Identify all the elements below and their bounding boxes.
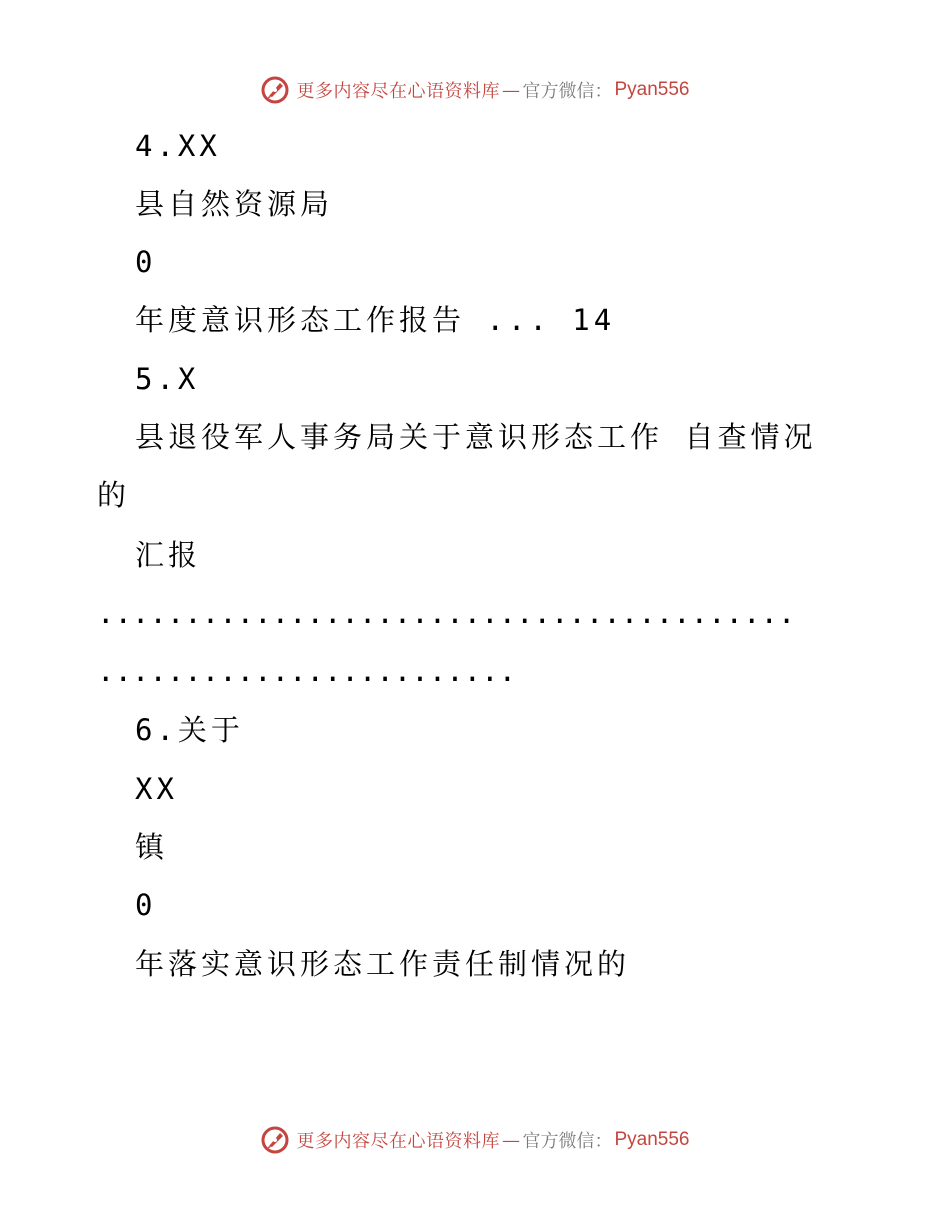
toc-line-6-year: 0 [135,888,157,922]
toc-line-6-town: 镇 [135,830,169,864]
toc-line-6-title: 年落实意识形态工作责任制情况的 [135,947,631,981]
toc-line-6-placeholder: XX [135,772,178,806]
watermark-label: 官方微信： [522,81,613,102]
toc-line-4-title: 年度意识形态工作报告 ... 14 [135,303,616,337]
toc-line-5-title: 县退役军人事务局关于意识形态工作 自查情况 [135,420,817,454]
pen-nib-circle-icon [260,1125,290,1155]
toc-line-5-title-end: 汇报 [135,538,202,572]
toc-line-6-number: 6.关于 [135,713,244,747]
watermark-site-text: 更多内容尽在心语资料库 [296,81,500,102]
header-watermark [0,70,950,110]
watermark-label: 官方微信： [522,1131,613,1152]
watermark-dash: — [501,79,521,101]
toc-line-5-number: 5.X [135,362,200,396]
leader-dots-line-2: ........................ [97,656,517,686]
toc-line-4-number: 4.XX [135,129,221,163]
toc-line-5-title-cont: 的 [97,478,131,512]
pen-nib-circle-icon [260,75,290,105]
watermark-account: Pyan556 [614,1129,690,1150]
toc-line-4-org: 县自然资源局 [135,187,334,221]
footer-watermark [0,1120,950,1160]
leader-dots-line-1: ........................................ [97,598,796,628]
toc-line-4-year: 0 [135,245,157,279]
watermark-dash: — [501,1129,521,1151]
watermark-account: Pyan556 [614,79,690,100]
watermark-site-text: 更多内容尽在心语资料库 [296,1131,500,1152]
